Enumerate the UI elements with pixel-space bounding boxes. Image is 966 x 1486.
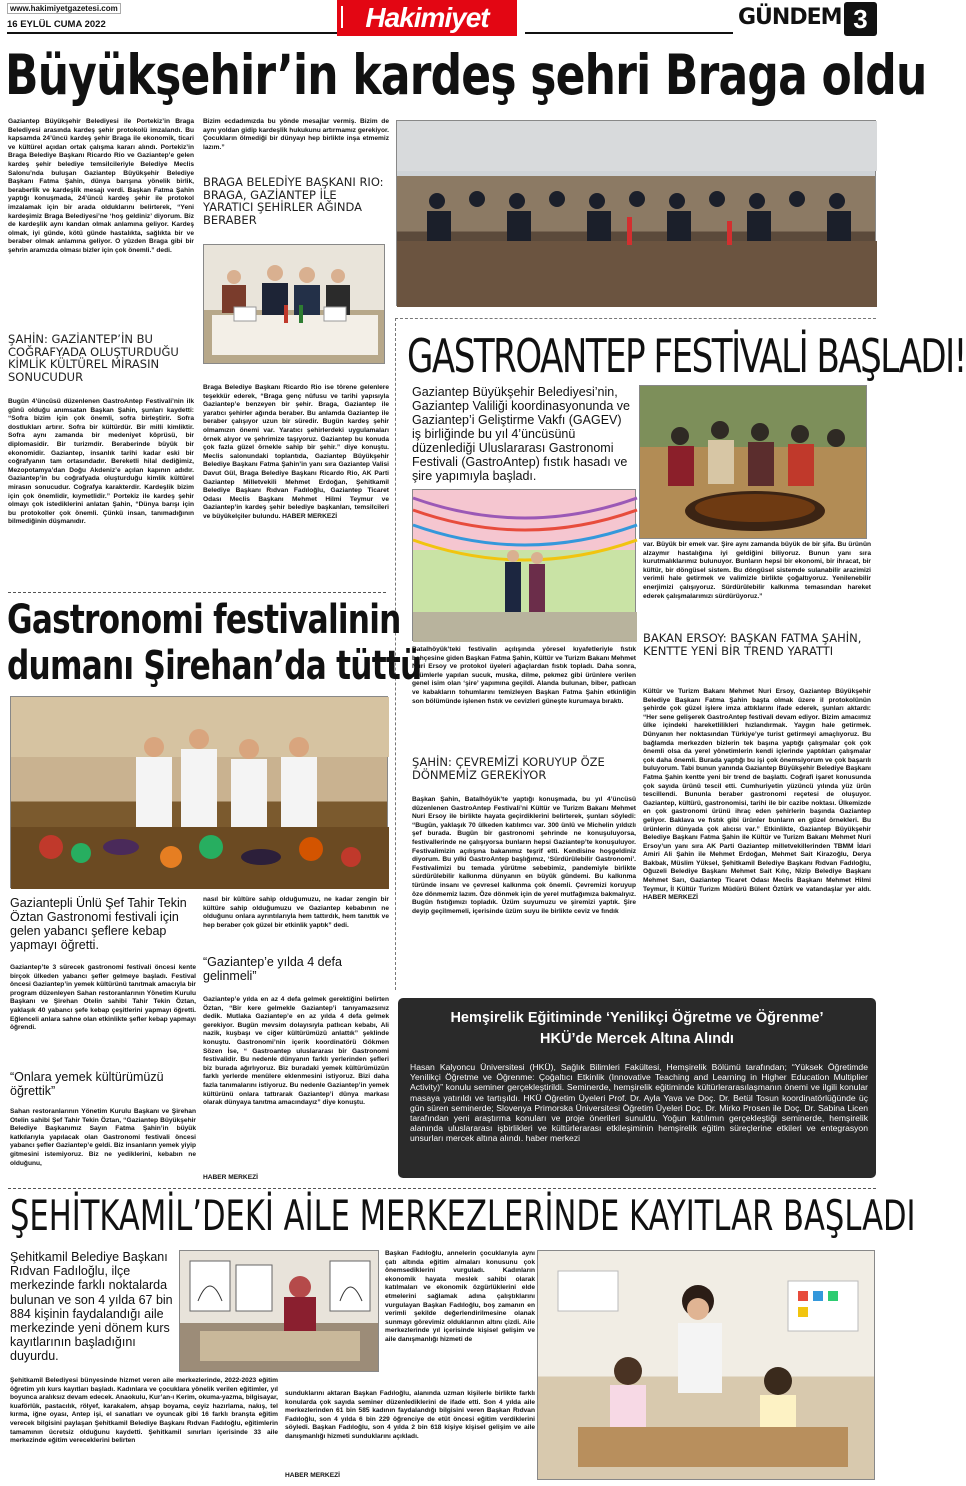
sehitkamil-text2: Başkan Fadıloğlu, annelerin çocuklarıyla aynı çatı altında eğitim almaları konusunu çok önemsediklerini vurguladı. Kadınların ekonomik hayata meslek sahibi olarak katılmaları ve ekonomik özgürlüklerini elde etmelerini sağlamak adına çalıştıklarını vurgulayan Başkan Fadıloğlu, boş zamanın en verimli şekilde değerlendirilmesine olanak sunmayı görevimiz olduklarının altını çizdi. Aile merkezlerinde yıl içerisinde kişisel gelişim ve aile danışmanlığı hizmeti de [385, 1250, 535, 1343]
gastroantep-walk-photo[interactable] [412, 489, 636, 641]
teacher-with-children-image [538, 1251, 876, 1481]
festival-walkway-image [413, 490, 637, 642]
sirehan-chefs-photo[interactable] [10, 696, 388, 888]
sehitkamil-text1: Şehitkamil Belediyesi bünyesinde hizmet veren aile merkezlerinde, 2022-2023 eğitim öğretim yılı kurs kayıtları başladı. Kadınlara ve çocuklara yönelik verilen eğitimler, yıl boyunca aralıksız devam edecek. Anaokulu, Kur’an-ı Kerim, okuma-yazma, bilgisayar, kuaförlük, pastacılık, rölyef, karakalem, ahşap boyama, ceyiz hazırlama, nakış, tel kırma, iğne oyası, Antep işi, el sanatları ve oyuncak gibi 16 farklı branşta eğitim verecek bilgisini paylaşan Şehitkamil Belediye Başkanı Rıdvan Fadıloğlu, eğitimlerin tamamının ücretsiz olduğunu kaydetti. Şehitkamil sınırları içerisinde 33 aile merkezinde eğitim vereceklerini belirten [10, 1377, 278, 1445]
sehitkamil-art-photo[interactable] [179, 1250, 379, 1372]
braga-council-photo[interactable] [396, 120, 876, 306]
masthead [0, 0, 879, 40]
sirehan-top-rule [8, 592, 386, 593]
sirehan-text1: Gaziantep’te 3 sürecek gastronomi festivali öncesi kente birçok ülkeden yabancı şefler gelmeye başladı. Festival öncesi Gaziantep’in yemek kültürünü tanıtmak amacıyla bir program düzenleyen Sahan restoranlarının Yönetim Kurulu Başkanı ve Şirehan Otelin sahibi Tahir Tekin Öztan, yaklaşık 40 yabancı şefe kebap çeşitlerini yapmayı öğretti. Eğlenceli anlara sahne olan etkinlikte şefler kebap yapmayı öğrendi. [10, 964, 196, 1032]
gastroantep-sub-ersoy: BAKAN ERSOY: BAŞKAN FATMA ŞAHİN, KENTTE YENİ BİR TREND YARATTI [643, 631, 862, 658]
masthead-rule-right [525, 32, 733, 34]
gastroantep-ersoy-text: Kültür ve Turizm Bakanı Mehmet Nuri Ersoy, Gaziantep Büyükşehir Belediye Başkanı Fatma Şahin başta olmak üzere il protokolünün şehirde çok güzel işlere imza attıklarını ifade ederek, şunları aktardı: “Her sene gelişerek GastroAntep festivali devam ediyor. Bizim amacımız ülke içindeki hareketlilikleri hızlandırmak. Yaygın hale getirmek. Dünyanın her noktasından Türkiye’ye turist getirmeyi amaçlıyoruz. Bu bağlamda merkezden bizlerin tek başına yaptığı çalışmalar çok çok önemli olsa da yerel yönetimlerin kendi içlerinde yaptıkları çalışmalar çok daha önemli. Burada yaptığı bu işi çok önemsiyorum ve çok başarılı buluyorum. Tabi bunun yanında Gaziantep Büyükşehir Belediye Başkanı Fatma Şahin kentte yeni bir trend de başlattı. Coğrafi işaret konusunda çok sayıda ürünü tescil etti. Cumhuriyetin yüzüncü yılında yüz ürün tescillendi. Bununla beraber gastronomi reçetesi de oluşuyor. Gaziantep, kültürü, gastronomisi, tarihi ile bir cazibe noktası. Ülkemizde en çok gastronomi ürünü ihraç eden şehirlerin başında Gaziantep geliyor. Baklava ve fıstık gibi ürünler bunların en güzel örnekleri. Bu ürünlerin dünyada çok alıcısı var.” Etkinlikte, Gaziantep Büyükşehir Belediye Başkanı Fatma Şahin ile Kültür ve Turizm Bakanı Mehmet Nuri Ersoy’un yanı sıra AK Parti Gaziantep milletvekillerinden TBMM İdari Amiri Ali Şahin ile Mehmet Erdoğan, Mehmet Sait Kirazoğlu, Derya Bakbak, Müslim Yüksel, Şehitkamil Belediye Başkanı Rıdvan Fadıloğlu, Oğuzeli Belediye Başkanı Mehmet Sait Kılıç, Nizip Belediye Başkanı Mehmet Sarı, Gaziantep Ticaret Odası Meclis Başkanı Mehmet Hilmi Teymur, İl Kültür Turizm Müdürü Bülent Öztürk ve vatandaşlar yer aldı. HABER MERKEZİ [643, 688, 871, 902]
braga-col2b: Braga Belediye Başkanı Ricardo Rio ise törene gelenlere teşekkür ederek, “Braga genç nüfusu ve tarihi yapısıyla Gaziantep’e benzeyen bir şehir. Braga, Gaziantep ile yaratıcı şehirler ağında beraber. Bu anlamda Gaziantep ile beraber çalışıyor uzun bir süredir. Bugün kardeş şehir olmamızın önemi var. Yaratıcı şehirlerdeki uygulamaları örnek alıyor ve şehrimize taşıyoruz. Gaziantep bu konuda çok fazla güzel örnekle sahip bir şehir.” diye konuştu. Meclis salonundaki toplantıda, Gaziantep Büyükşehir Belediye Başkanı Fatma Şahin’in yanı sıra Gaziantep Valisi Davut Gül, Braga Belediye Başkanı Ricardo Rio, AK Parti Gaziantep Milletvekili Mehmet Erdoğan, Şehitkamil Belediye Başkanı Rıdvan Fadıloğlu, Gaziantep Ticaret Odası Meclis Başkanı Mehmet Hilmi Teymur ve Gaziantep’in kardeş şehir belediye başkanları, temsilcileri ve büyükelçiler bulundu. HABER MERKEZİ [203, 384, 389, 520]
sehitkamil-classroom-photo[interactable] [537, 1250, 875, 1480]
hku-headline-line1: Hemşirelik Eğitiminde ‘Yenilikçi Öğretme ve Öğrenme’ [450, 1010, 824, 1026]
sirehan-signature: HABER MERKEZİ [203, 1174, 258, 1181]
section-name: GÜNDEM [738, 5, 842, 30]
page-number: 3 [844, 2, 877, 36]
art-class-image [180, 1251, 380, 1373]
sehitkamil-top-rule [8, 1188, 876, 1189]
issue-date: 16 EYLÜL CUMA 2022 [7, 19, 106, 30]
gastroantep-sire-photo[interactable] [639, 385, 867, 539]
logo-side-text [341, 6, 346, 28]
newspaper-logo[interactable] [337, 0, 517, 36]
sirehan-headline-line1: Gastronomi festivalinin [7, 597, 401, 643]
sehitkamil-headline: ŞEHİTKAMİL’DEKİ AİLE MERKEZLERİNDE KAYITLAR BAŞLADI [10, 1191, 916, 1240]
braga-signing-photo[interactable] [203, 244, 385, 364]
sirehan-headline-line2: dumanı Şirehan’da tüttü [7, 643, 422, 689]
braga-col2: Bizim ecdadımızda bu yönde mesajlar vermiş. Bizim de aynı yoldan gidip kardeşlik hukukunu artırmamız gerekiyor. Çocukların ölmediği bir dünyayı hep birlikte inşa etmemiz lazım.” [203, 118, 389, 151]
sehitkamil-signature: HABER MERKEZİ [285, 1472, 340, 1479]
sehitkamil-lead: Şehitkamil Belediye Başkanı Rıdvan Fadıloğlu, ilçe merkezinde farklı noktalarda bulunan ve son 4 yılda 67 bin 884 kişinin faydalandığı aile merkezinde yeni dönem kurs kayıtlarının başladığını duyurdu. [10, 1250, 173, 1364]
gastroantep-sahin-text: Başkan Şahin, Batalhöyük’te yaptığı konuşmada, bu yıl 4’üncüsü düzenlenen GastroAntep Festivali’ni Kültür ve Turizm Bakanı Mehmet Nuri Ersoy ile birlikte hayata geçirdiklerini belirterek, şunları söyledi: “Bugün, yaklaşık 70 ülkeden katılımcı var. 300 ünlü ve Michelin yıldızlı şef burada. Bugün bir gastronomi şehrinde ne konuşuluyorsa, festivallerinde ne çalışıyorsa bunların hepsi Gaziantep’te konuşuluyor. Festivalimizin açılışına bakanımız teşrif etti. Kendisine hoşgeldiniz diyorum. Bu yılki GastroAntep başlığımız, ‘Sürdürülebilir Gastronomi’. Festivalimizi bu temada yürütme sebebimiz, pandemiyle birlikte sürdürülebilir kalkınma dünyanın en büyük gündemi. Bu kalkınma türünde insanı ve çevresel kalkınma çok önemli. Çevremizi koruyup öze dönmemiz lazım. Öze dönmek için de yerel mutfağımıza bakmalıyız. Bugün fıstığımızı topladık. Üzüm suyumuzu ve şiremizi yaptık. Şire deyip geçilmemeli, içerisinde üzüm suyu ile birlikte ceviz ve fındık [412, 796, 636, 915]
braga-col1b: Bugün 4’üncüsü düzenlenen GastroAntep Festivali’nin ilk günü olduğu anımsatan Başkan Şahin, şunları kaydetti: “Sofra bizim için çok önemli, sofra birleştirir. Sofra dostlukları artırır. Sofra bir kültürdür. Bir milli kimliktir. Sofra aynı zamanda bir medeniyet köprüsü, bir diplomasidir. Bir turizmdir. Beraberinde büyük bir ekonomidir. Gaziantep, insanlık tarihi kadar eski bir coğrafyanın tam ortasındadır. Bereketli hilal dediğimiz, Mezopotamya’dan Doğu Akdeniz’e açılan kapının adıdır. Gaziantep’in bu coğrafyada oluşturduğu kimlik kültürel mirasın sonucudur. Coğrafya karakterdir. Kardeşlik bizim için çok önemlidir, kıymetlidir.” Portekiz ile kardeş şehir olmayı çok istediklerini anlatan Şahin, “Dünya barışı için bu protokoller çok önemli. Çünkü insan, tanımadığının bilmediğinin düşmanıdır. [8, 398, 194, 526]
hku-text: Hasan Kalyoncu Üniversitesi (HKÜ), Sağlık Bilimleri Fakültesi, Hemşirelik Bölümü tarafından; “Yüksek Öğretimde Yenilikçi Öğretme ve Öğrenme: Çoğaltıcı Etkinlik (Innovative Teaching and Learning in Higher Education Multiplier Activity)” konulu seminer gerçekleştirildi. Seminerde, hemşirelik eğitiminde kültürlerarasılaşmanın önemi ve ilgili konular masaya yatırıldı ve tartışıldı. HKÜ Öğretim Üyeleri Prof. Dr. Ayla Yava ve Doç. Dr. Betül Tosun koordinatörlüğünde üç gün süren seminerde; Slovenya Primorska Üniversitesi Öğretim Üyeleri Doç. Dr. Mirko Prosen ile Doç. Dr. Sabina Licen tarafından yeni araştırma konuları ve proje önerileri sunuldu. Yoğun katılımın gerçekleştiği seminerde, hemşirelik alanında uluslararası işbirlikleri ve kültürlerarası etkileşiminin hemşirelik eğitim süreçlerine etkileri ve entegrasyon unsurları mercek altına alındı. haber merkezi [410, 1062, 868, 1144]
sirehan-text2: Sahan restoranlarının Yönetim Kurulu Başkanı ve Şirehan Otelin sahibi Şef Tahir Tekin Öztan, “Gaziantep Büyükşehir Belediye Başkanımız Sayın Fatma Şahin’in büyük katkılarıyla yapılacak olan Gastronomi festivali öncesi yabancı şefler Gaziantep’e geldi. Biz insanların yemek yiyip gitmesini istemiyoruz. Biz ne yediklerini, kebabın ne olduğunu, [10, 1108, 196, 1167]
sehitkamil-text3: sunduklarını aktaran Başkan Fadıloğlu, alanında uzman kişilerle birlikte farklı konularda çok sayıda seminer düzenlediklerini de ifade etti. Son 4 yılda aile merkezlerinden 61 bin 585 kadının faydalandığı bilgisini veren Başkan Rıdvan Fadıloğlu, son 4 yılda 6 bin 229 öğrenciye de etüt öncesi eğitim verdiklerini söyledi. Başkan Fadıloğlu, son 4 yılda 2 bin 618 kişiye kişisel gelişim ve aile danışmanlığı hizmeti sunduklarını açıkladı. [285, 1390, 535, 1440]
braga-sub2: BRAGA BELEDİYE BAŞKANI RIO: BRAGA, GAZİANTEP İLE YARATICI ŞEHİRLER AĞINDA BERABER [203, 175, 384, 227]
braga-col1: Gaziantep Büyükşehir Belediyesi ile Portekiz’in Braga Belediyesi arasında kardeş şehir protokolü imzalandı. Bu kapsamda 24’üncü kardeş şehir Braga ile ekonomik, ticari ve kültürel açıdan ortak çalışma kararı alındı. Portekiz’in Braga Belediye Başkanı Ricardo Rio ve Gaziantep’e gelen kardeş şehir belediye temsilcileriyle Belediye Meclis Salonu’nda buluşan Gaziantep Büyükşehir Belediye Başkanı Fatma Şahin, dünya barışına yönelik birlik, beraberlik ve kardeşlik mesajı verdi. Başkan Fatma Şahin yaptığı konuşmada, 24’üncü kardeş şehir ile protokol imzalamak için bir arada olduklarını belirterek, “Yeni kardeşimiz Braga Belediyesi’ne ‘hoş geldiniz’ diyorum. Biz de kardeşlik aynı kandan olmak anlamına geliyor. Kardeş olmak, iyi günde, kötü günde hastalıkta, sağlıkta bir ve beraber olmak anlamına geliyor. O yüzden Braga gibi bir şehrin aramızda olması bizler için çok önemli.” dedi. [8, 118, 194, 254]
gastroantep-sub-sahin: ŞAHİN: ÇEVREMİZİ KORUYUP ÖZE DÖNMEMİZ GEREKİYOR [412, 755, 605, 782]
sirehan-text3: nasıl bir kültüre sahip olduğumuzu, ne kadar zengin bir kültüre sahip olduğumuzu ve Gaziantep kebabının ne olduğunu onlara ayrıntılarıyla hem tattırdık, hem tanıttık ve hep beraber çok güzel bir etkinlik yaptık” dedi. [203, 896, 389, 929]
gastroantep-mid-text: Batalhöyük’teki festivalin açılışında yöresel kıyafetleriyle fıstık bahçesine giden Başkan Fatma Şahin, Kültür ve Turizm Bakanı Mehmet Nuri Ersoy ve protokol üyeleri ağaçlardan fıstık topladı. Daha sonra, üzümlerle yapılan sucuk, muska, dilme, pekmez gibi ürünlere verilen genel isim olan ‘şire’ yapımına geçildi. Alanda bulunan, biber, patlıcan ve kabakların tohumlarını temizleyen Başkan Fatma Şahin etkinliğin son bölümünde işlenen fıstık ve cevizleri güneşte kurumaya bıraktı. [412, 646, 636, 705]
hku-headline-line2: HKÜ’de Mercek Altına Alındı [540, 1031, 734, 1047]
braga-headline: Büyükşehir’in kardeş şehri Braga oldu [5, 43, 927, 107]
sirehan-caption: Gaziantepli Ünlü Şef Tahir Tekin Öztan Gastronomi festivali için gelen yabancı şeflere kebap yapmayı öğretti. [10, 896, 187, 952]
braga-sub1: ŞAHİN: GAZİANTEP’İN BU COĞRAFYADA OLUŞTURDUĞU KİMLİK KÜLTÜREL MİRASIN SONUCUDUR [8, 332, 179, 384]
gastroantep-right-col: var. Büyük bir emek var. Şire aynı zamanda büyük de bir şifa. Bu ürünün alzaymır hastalığına iyi geldiğini biliyoruz. Bunun yanı sıra kurutmalıklarımız bulunuyor. Bunların hepsi bir ekonomi, bir ihracat, bir kültür, bir döngüsel sistem. Bu döngüsel sistemde sulanabilir arazimizi verimli hale getirmek ve valimizle birlikte çoğaltıyoruz. Yenilenebilir enerjimizi çalışıyoruz. Sürdürülebilir kalkınma temasından hareket ederek çalışmalarımızı sürdürüyoruz.” [643, 541, 871, 600]
gastroantep-headline: GASTROANTEP FESTİVALİ BAŞLADI! [407, 329, 966, 383]
grape-molasses-cauldron-image [640, 386, 868, 540]
signing-ceremony-image [204, 245, 386, 365]
sirehan-quote1: “Onlara yemek kültürümüzü öğrettik” [10, 1070, 164, 1098]
sirehan-quote2: “Gaziantep’e yılda 4 defa gelinmeli” [203, 955, 342, 983]
logo-wordmark: Hakimiyet [365, 2, 489, 33]
sirehan-text4: Gaziantep’e yılda en az 4 defa gelmek gerektiğini belirten Öztan, “Bir kere gelmekle Gaziantep’i tanıyamazsınız dedik. Mutlaka Gaziantep’e en az yılda 4 defa gelmek gerekiyor. Bugün mevsim dolayısıyla patlıcan kebabı, Ali nazik, kuşbaşı ve ciğer kültürümüzü anlattık” şeklinde konuştu. Gastronomi’nin içerik koordinatörü Gökmen Sözen İse, “ Gastroantep uluslararası bir Gastronomi festivalidir. Bu nedenle dünyanın farklı yerlerinden şefleri biz burada ağırlıyoruz. Biz buradaki yemek kültürümüzün farklı yerlerde menülere eklenmesini istiyoruz. Bizi daha fazla tanımalarını istiyoruz. Bu nedenle Gaziantep’in yemek kültürünü onlara tattırarak Gaziantep’i dünya markası olarak dünyaya tanıtma amacındayız” diye konuştu. [203, 996, 389, 1107]
website-url[interactable]: www.hakimiyetgazetesi.com [7, 3, 121, 14]
council-hall-image [397, 121, 877, 307]
gastroantep-lead: Gaziantep Büyükşehir Belediyesi’nin, Gaziantep Valiliği koordinasyonunda ve Gaziantep’i Geliştirme Vakfı (GAGEV) iş birliğinde bu yıl 4’üncüsünü düzenlediği Uluslararası Gastronomi Festivali (GastroAntep) fıstık hasadı ve şire yapımıyla başladı. [412, 385, 630, 483]
chefs-with-vegetables-image [11, 697, 389, 889]
